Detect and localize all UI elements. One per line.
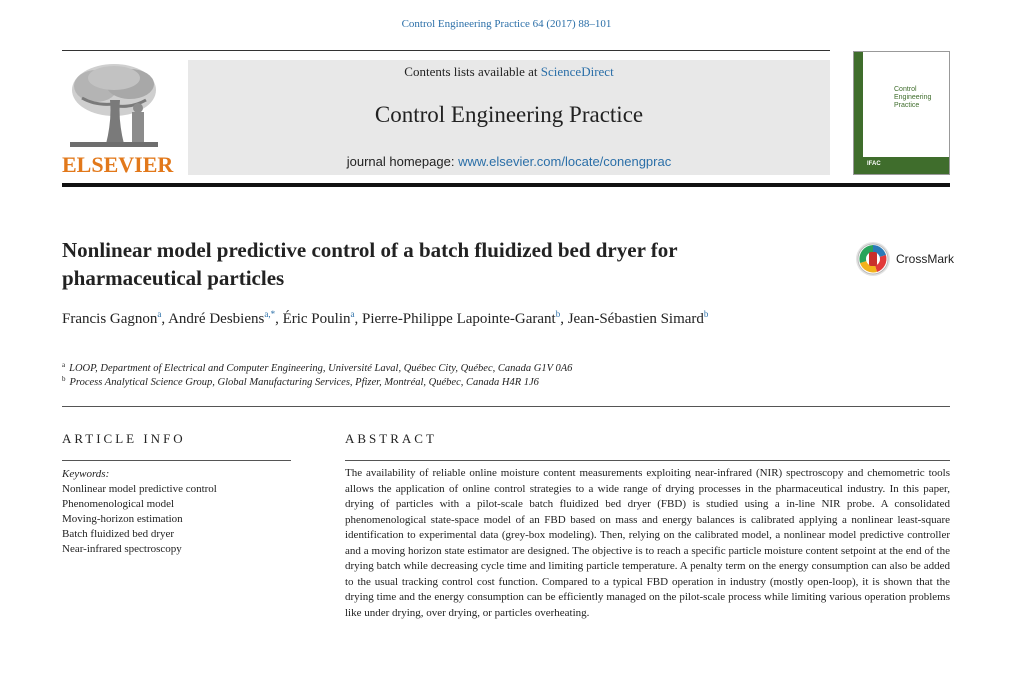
abstract-heading: ABSTRACT bbox=[345, 431, 437, 446]
affiliation-text: Process Analytical Science Group, Global Manufacturing Services, Pfizer, Montréal, Québec, Canada H4R 1J6 bbox=[69, 377, 539, 388]
crossmark-label: CrossMark bbox=[896, 252, 955, 266]
keywords-label: Keywords: bbox=[62, 468, 110, 480]
author-name[interactable]: Jean-Sébastien Simard bbox=[567, 311, 704, 327]
cover-title-line: Practice bbox=[894, 102, 920, 109]
author-entry bbox=[568, 311, 709, 327]
author-name[interactable]: Francis Gagnon bbox=[62, 311, 158, 327]
author-name[interactable]: Pierre-Philippe Lapointe-Garant bbox=[362, 311, 556, 327]
keyword-item: Moving-horizon estimation bbox=[62, 513, 183, 525]
keyword-item: Phenomenological model bbox=[62, 498, 175, 510]
cover-title-line: Control bbox=[894, 86, 917, 93]
article-info-rule bbox=[62, 460, 291, 461]
author-entry bbox=[283, 311, 362, 327]
journal-cover-thumbnail[interactable] bbox=[853, 51, 950, 175]
author-name[interactable]: André Desbiens bbox=[168, 311, 265, 327]
abstract-rule bbox=[345, 460, 950, 461]
affiliation-text: LOOP, Department of Electrical and Computer Engineering, Université Laval, Québec City, Québec, Canada G1V 0A6 bbox=[69, 363, 573, 374]
elsevier-logo[interactable] bbox=[62, 60, 174, 178]
affiliation-marker: a bbox=[62, 361, 66, 369]
author-affiliation-marker[interactable]: b bbox=[555, 309, 561, 319]
homepage-prefix: journal homepage: bbox=[346, 154, 459, 169]
affiliation-item bbox=[62, 376, 862, 390]
affiliation-item bbox=[62, 362, 862, 376]
masthead-banner bbox=[188, 60, 830, 175]
affiliation-list bbox=[62, 362, 862, 390]
author-separator: , bbox=[161, 311, 169, 327]
homepage-line bbox=[188, 154, 830, 169]
author-affiliation-marker[interactable]: a bbox=[350, 309, 355, 319]
affiliation-marker: b bbox=[62, 375, 66, 383]
article-title: Nonlinear model predictive control of a batch fluidized bed dryer for pharmaceutical particles bbox=[62, 238, 678, 290]
journal-masthead bbox=[62, 50, 950, 186]
cover-title-line: Engineering bbox=[894, 94, 932, 101]
crossmark-icon bbox=[855, 241, 891, 277]
author-entry bbox=[362, 311, 568, 327]
abstract-text: The availability of reliable online moisture content measurements exploiting near-infrared (NIR) spectroscopy and chemometric tools allows the application of online control strategies to a wide range of drying processes in the pharmaceutical industry. In this paper, drying of particles with a pilot-scale batch fluidized bed dryer (FBD) is studied using a in-line NIR probe. A consolidated phenomenological state-space model of an FBD based on mass and energy balances is calibrated applying a nonlinear least-square identification to experimental data (grey-box modeling). Then, relying on the calibrated model, a nonlinear model predictive controller and a moving horizon state estimator are designed. The objective is to reach a specific particle moisture content setpoint at the end of the drying batch while decreasing cycle time and limiting particle temperature. A penalty term on the energy consumption can also be added to the usual tracking control cost function. Compared to a typical FBD operation in industry (mostly open-loop), it is shown that the drying time and the energy consumption can be efficiently managed on the pilot-scale process while limiting various operation problems like under drying, over drying, or particles overheating. bbox=[345, 467, 950, 619]
author-affiliation-marker[interactable]: a bbox=[157, 309, 162, 319]
keyword-item: Batch fluidized bed dryer bbox=[62, 528, 175, 540]
masthead-top-rule bbox=[62, 50, 830, 51]
masthead-bottom-rule bbox=[62, 183, 950, 187]
author-entry bbox=[168, 311, 282, 327]
contents-prefix: Contents lists available at bbox=[404, 64, 541, 79]
crossmark-button[interactable] bbox=[855, 241, 975, 277]
contents-line bbox=[188, 64, 830, 80]
homepage-link[interactable]: www.elsevier.com/locate/conengprac bbox=[458, 154, 672, 169]
cover-title bbox=[894, 86, 948, 110]
author-separator: , bbox=[354, 311, 362, 327]
sciencedirect-link[interactable]: ScienceDirect bbox=[540, 64, 614, 79]
keywords-list bbox=[62, 467, 302, 557]
section-divider bbox=[62, 406, 950, 407]
cover-footer bbox=[863, 157, 949, 174]
author-separator: , bbox=[560, 311, 568, 327]
author-list bbox=[62, 309, 822, 330]
author-affiliation-marker[interactable]: a,* bbox=[264, 309, 276, 319]
elsevier-wordmark: ELSEVIER bbox=[62, 152, 174, 177]
keyword-item: Nonlinear model predictive control bbox=[62, 483, 217, 495]
article-info-heading: ARTICLE INFO bbox=[62, 431, 186, 446]
journal-title[interactable]: Control Engineering Practice bbox=[374, 102, 644, 127]
keyword-item: Near-infrared spectroscopy bbox=[62, 543, 182, 555]
author-separator: , bbox=[275, 311, 283, 327]
author-affiliation-marker[interactable]: b bbox=[703, 309, 709, 319]
author-name[interactable]: Éric Poulin bbox=[282, 311, 351, 327]
ifac-badge: IFAC bbox=[867, 161, 881, 167]
author-entry bbox=[62, 311, 168, 327]
cover-spine bbox=[854, 52, 863, 174]
journal-citation[interactable]: Control Engineering Practice 64 (2017) 88–101 bbox=[401, 18, 612, 30]
elsevier-tree-icon bbox=[66, 60, 162, 152]
